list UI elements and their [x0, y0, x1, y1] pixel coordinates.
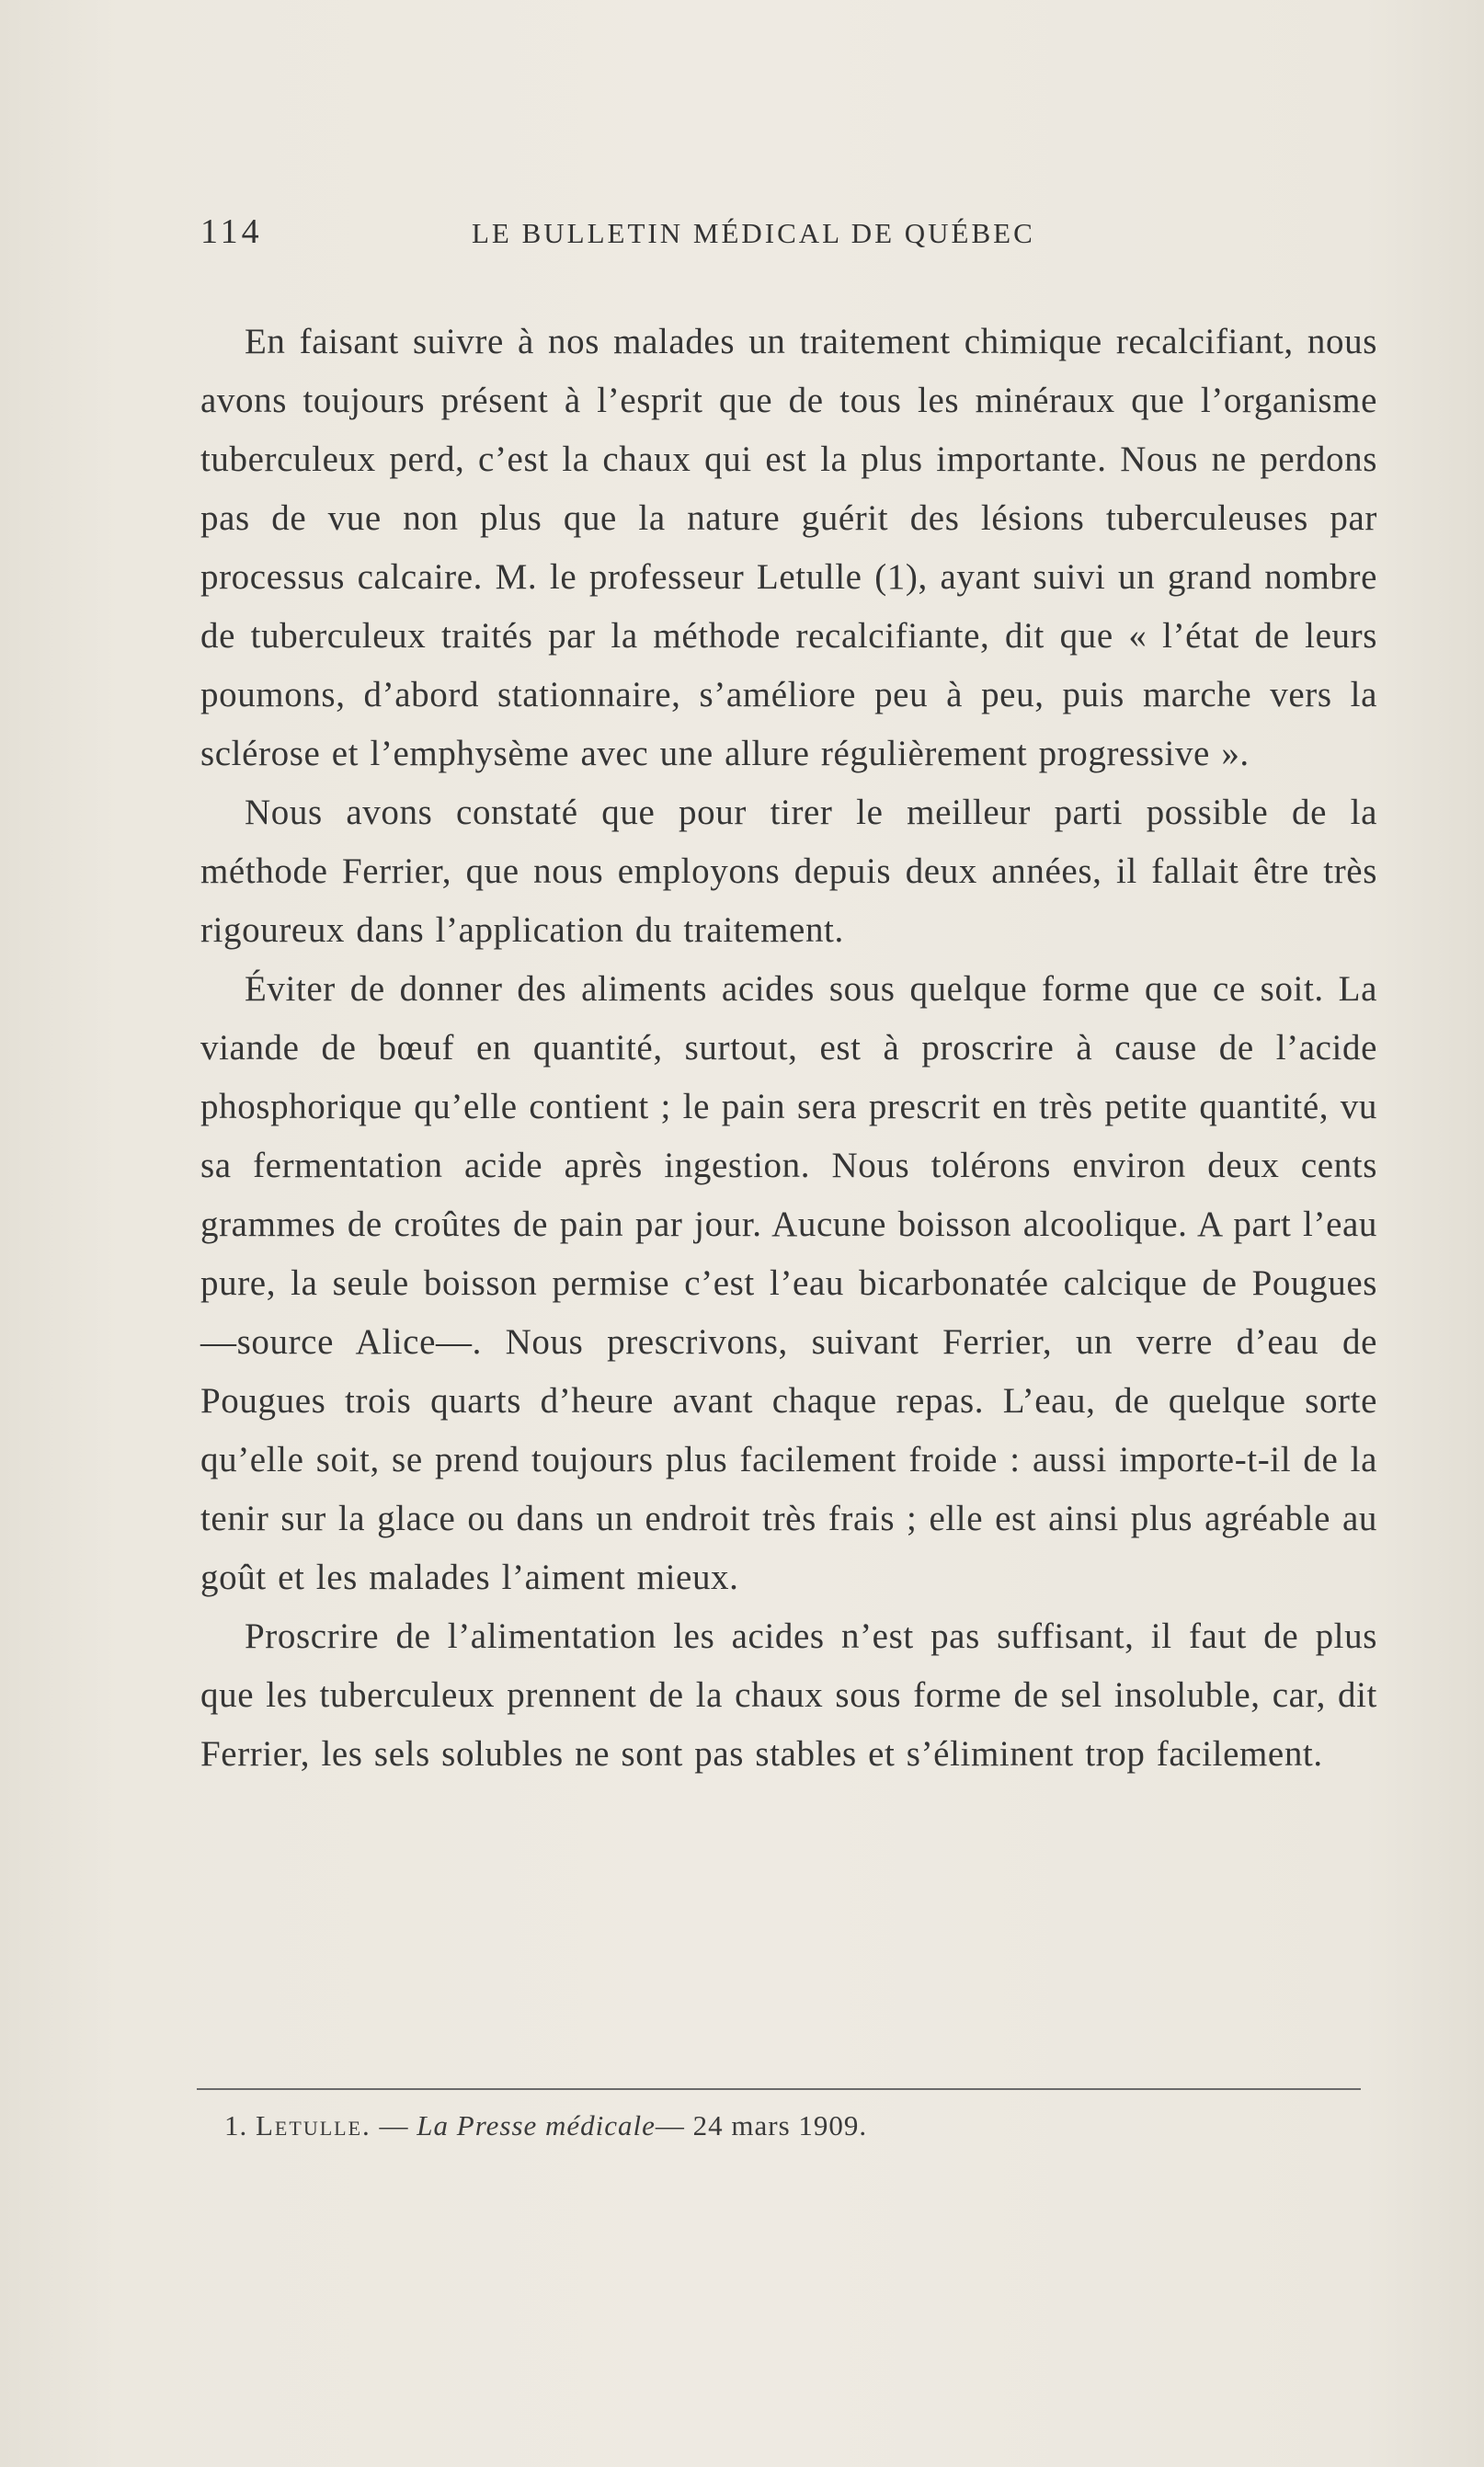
paragraph-4: Proscrire de l’alimentation les acides n’est pas suffisant, il faut de plus que les tuberculeux prennent de la chaux sous forme de sel insoluble, car, dit Ferrier, les sels solubles ne sont pas stables et s’éliminent trop facilement.	[200, 1616, 1377, 1774]
paragraph-3: Éviter de donner des aliments acides sous quelque forme que ce soit. La viande de bœuf en quantité, surtout, est à proscrire à cause de l’acide phosphorique qu’elle contient ; le pain sera prescrit en très petite quantité, vu sa fermentation acide après ingestion. Nous tolérons environ deux cents grammes de croûtes de pain par jour. Aucune boisson alcoolique. A part l’eau pure, la seule boisson permise c’est l’eau bicarbonatée calcique de Pougues—source Alice—. Nous prescrivons, suivant Ferrier, un verre d’eau de Pougues trois quarts d’heure avant chaque repas. L’eau, de quelque sorte qu’elle soit, se prend toujours plus facilement froide : aussi importe-t-il de la tenir sur la glace ou dans un endroit très frais ; elle est ainsi plus agréable au goût et les malades l’aiment mieux.	[200, 969, 1377, 1597]
footnote-dash-1: —	[379, 2109, 409, 2141]
footnote-number: 1.	[224, 2109, 248, 2141]
footnote	[224, 2109, 867, 2142]
footnote-divider	[197, 2088, 1361, 2090]
footnote-author: Letulle.	[256, 2109, 371, 2141]
footnote-date: 24 mars 1909.	[692, 2109, 868, 2141]
page-number: 114	[200, 212, 263, 251]
page-header	[200, 211, 1377, 267]
paragraph-1: En faisant suivre à nos malades un traitement chimique recalcifiant, nous avons toujours présent à l’esprit que de tous les minéraux que l’organisme tuberculeux perd, c’est la chaux qui est la plus importante. Nous ne perdons pas de vue non plus que la nature guérit des lésions tuberculeuses par processus calcaire. M. le professeur Letulle (1), ayant suivi un grand nombre de tuberculeux traités par la méthode recalcifiante, dit que « l’état de leurs poumons, d’abord stationnaire, s’améliore peu à peu, puis marche vers la sclérose et l’emphysème avec une allure régulièrement progressive ».	[200, 322, 1377, 773]
running-head: LE BULLETIN MÉDICAL DE QUÉBEC	[472, 217, 1035, 249]
paragraph-2: Nous avons constaté que pour tirer le meilleur parti possible de la méthode Ferrier, que nous employons depuis deux années, il fallait être très rigoureux dans l’application du traitement.	[200, 793, 1377, 950]
footnote-journal: La Presse médicale	[417, 2109, 656, 2141]
footnote-dash-2: —	[655, 2109, 685, 2141]
main-text	[200, 313, 1377, 1784]
